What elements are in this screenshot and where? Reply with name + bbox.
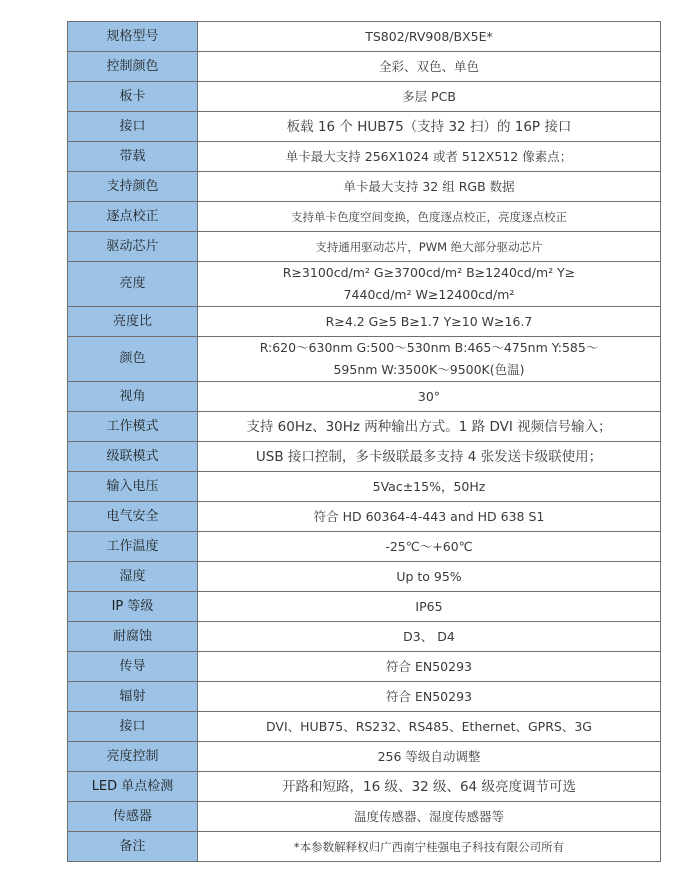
spec-value: 5Vac±15%，50Hz	[198, 472, 661, 502]
spec-value	[198, 262, 661, 307]
table-row	[68, 337, 661, 382]
table-row	[68, 592, 661, 622]
spec-value: DVI、HUB75、RS232、RS485、Ethernet、GPRS、3G	[198, 712, 661, 742]
spec-value: 30°	[198, 382, 661, 412]
table-row	[68, 172, 661, 202]
spec-label: 辐射	[68, 682, 198, 712]
spec-label: 湿度	[68, 562, 198, 592]
spec-value: 板载 16 个 HUB75（支持 32 扫）的 16P 接口	[198, 112, 661, 142]
spec-value: Up to 95%	[198, 562, 661, 592]
table-row	[68, 22, 661, 52]
spec-label: 规格型号	[68, 22, 198, 52]
spec-value-line: R≥3100cd/m² G≥3700cd/m² B≥1240cd/m² Y≥	[282, 265, 576, 280]
spec-label: 备注	[68, 832, 198, 862]
spec-label: IP 等级	[68, 592, 198, 622]
spec-label: 支持颜色	[68, 172, 198, 202]
spec-label: 级联模式	[68, 442, 198, 472]
table-row	[68, 682, 661, 712]
spec-value: D3、 D4	[198, 622, 661, 652]
spec-value: 符合 EN50293	[198, 652, 661, 682]
spec-label: 亮度比	[68, 307, 198, 337]
table-row	[68, 562, 661, 592]
spec-label: 逐点校正	[68, 202, 198, 232]
spec-value	[198, 337, 661, 382]
spec-value-line: R:620～630nm G:500～530nm B:465～475nm Y:585～	[259, 340, 599, 355]
table-row	[68, 142, 661, 172]
spec-value: 温度传感器、湿度传感器等	[198, 802, 661, 832]
table-row	[68, 307, 661, 337]
spec-value: 全彩、双色、单色	[198, 52, 661, 82]
spec-label: 视角	[68, 382, 198, 412]
spec-value-line: 595nm W:3500K～9500K(色温)	[333, 362, 525, 377]
table-row	[68, 832, 661, 862]
spec-value: 多层 PCB	[198, 82, 661, 112]
spec-value: 支持单卡色度空间变换，色度逐点校正，亮度逐点校正	[198, 202, 661, 232]
spec-label: 工作模式	[68, 412, 198, 442]
table-row	[68, 262, 661, 307]
table-row	[68, 202, 661, 232]
table-row	[68, 622, 661, 652]
table-row	[68, 802, 661, 832]
table-row	[68, 652, 661, 682]
spec-value: 符合 EN50293	[198, 682, 661, 712]
table-row	[68, 742, 661, 772]
table-row	[68, 412, 661, 442]
spec-value: 符合 HD 60364-4-443 and HD 638 S1	[198, 502, 661, 532]
spec-label: 接口	[68, 712, 198, 742]
table-row	[68, 472, 661, 502]
table-row	[68, 532, 661, 562]
spec-label: 耐腐蚀	[68, 622, 198, 652]
table-row	[68, 772, 661, 802]
spec-value: *本参数解释权归广西南宁桂强电子科技有限公司所有	[198, 832, 661, 862]
table-row	[68, 112, 661, 142]
spec-label: 输入电压	[68, 472, 198, 502]
spec-label: 传导	[68, 652, 198, 682]
table-row	[68, 232, 661, 262]
spec-label: 工作温度	[68, 532, 198, 562]
spec-value: USB 接口控制，多卡级联最多支持 4 张发送卡级联使用；	[198, 442, 661, 472]
spec-label: 亮度	[68, 262, 198, 307]
spec-value: 256 等级自动调整	[198, 742, 661, 772]
spec-label: 电气安全	[68, 502, 198, 532]
spec-value: 支持 60Hz、30Hz 两种输出方式。1 路 DVI 视频信号输入；	[198, 412, 661, 442]
spec-value: 单卡最大支持 256X1024 或者 512X512 像素点；	[198, 142, 661, 172]
spec-label: 板卡	[68, 82, 198, 112]
spec-value: 单卡最大支持 32 组 RGB 数据	[198, 172, 661, 202]
spec-label: 颜色	[68, 337, 198, 382]
spec-table	[67, 21, 661, 862]
spec-label: LED 单点检测	[68, 772, 198, 802]
spec-label: 接口	[68, 112, 198, 142]
spec-value-line: 7440cd/m² W≥12400cd/m²	[343, 287, 515, 302]
table-row	[68, 712, 661, 742]
table-row	[68, 442, 661, 472]
table-row	[68, 52, 661, 82]
spec-label: 控制颜色	[68, 52, 198, 82]
table-row	[68, 502, 661, 532]
spec-label: 传感器	[68, 802, 198, 832]
spec-label: 带载	[68, 142, 198, 172]
table-row	[68, 82, 661, 112]
spec-value: 支持通用驱动芯片，PWM 绝大部分驱动芯片	[198, 232, 661, 262]
spec-label: 驱动芯片	[68, 232, 198, 262]
spec-value: -25℃～+60℃	[198, 532, 661, 562]
spec-value: 开路和短路，16 级、32 级、64 级亮度调节可选	[198, 772, 661, 802]
spec-label: 亮度控制	[68, 742, 198, 772]
spec-value: IP65	[198, 592, 661, 622]
table-row	[68, 382, 661, 412]
spec-value: TS802/RV908/BX5E*	[198, 22, 661, 52]
spec-value: R≥4.2 G≥5 B≥1.7 Y≥10 W≥16.7	[198, 307, 661, 337]
